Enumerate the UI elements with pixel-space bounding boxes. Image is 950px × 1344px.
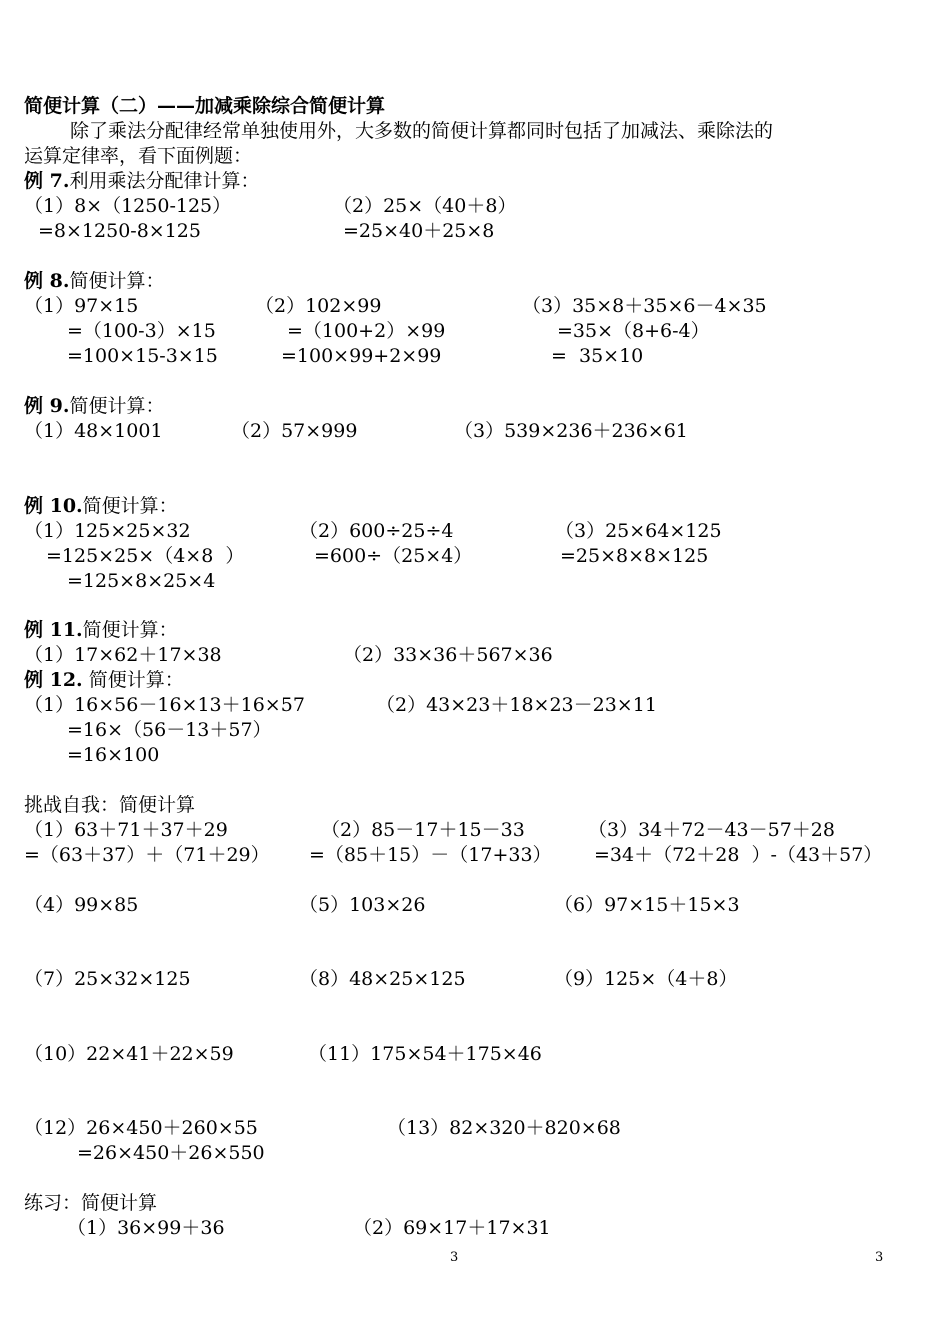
intro-line-1: 除了乘法分配律经常单独使用外，大多数的简便计算都同时包括了加减法、乘除法的: [70, 120, 774, 142]
practice-heading: 练习：简便计算: [24, 1192, 158, 1214]
example-10-heading: [24, 494, 178, 518]
practice-question-2: （2）69×17＋17×31: [353, 1217, 551, 1239]
example-9-heading: [24, 394, 164, 418]
example-8-problem-1-step-2: =100×15-3×15: [67, 345, 218, 367]
challenge-question-2: （2）85－17＋15－33: [321, 819, 525, 841]
example-11-title: 简便计算：: [82, 619, 178, 641]
example-7-problem-2-step-1: =25×40＋25×8: [343, 220, 495, 242]
challenge-question-11: （11）175×54＋175×46: [308, 1043, 542, 1065]
example-11-heading: [24, 618, 178, 642]
example-12-problem-1: （1）16×56－16×13＋16×57: [24, 694, 305, 716]
example-8-problem-2: （2）102×99: [255, 295, 382, 317]
page-title: 简便计算（二）——加减乘除综合简便计算: [24, 95, 386, 117]
challenge-question-12-step-1: =26×450＋26×550: [77, 1142, 265, 1164]
challenge-question-3: （3）34＋72－43－57＋28: [588, 819, 835, 841]
example-7-problem-1-step-1: =8×1250-8×125: [38, 220, 201, 242]
example-9-title: 简便计算：: [69, 395, 165, 417]
challenge-heading: 挑战自我：简便计算: [24, 794, 196, 816]
example-9-problem-3: （3）539×236＋236×61: [454, 420, 688, 442]
challenge-question-9: （9）125×（4＋8）: [554, 968, 738, 990]
example-12-title: 简便计算：: [82, 669, 184, 691]
example-12-label: 例 12.: [24, 669, 83, 691]
example-10-problem-3: （3）25×64×125: [555, 520, 722, 542]
example-8-problem-1: （1）97×15: [24, 295, 139, 317]
example-10-title: 简便计算：: [82, 495, 178, 517]
challenge-question-12: （12）26×450＋260×55: [24, 1117, 258, 1139]
example-7-problem-2: （2）25×（40＋8）: [333, 195, 517, 217]
example-8-heading: [24, 269, 164, 293]
example-8-title: 简便计算：: [69, 270, 165, 292]
challenge-question-1: （1）63＋71＋37＋29: [24, 819, 228, 841]
example-7-heading: [24, 169, 259, 193]
challenge-question-8: （8）48×25×125: [299, 968, 466, 990]
example-11-problem-2: （2）33×36＋567×36: [343, 644, 553, 666]
challenge-question-4: （4）99×85: [24, 894, 139, 916]
challenge-question-10: （10）22×41＋22×59: [24, 1043, 234, 1065]
challenge-question-5: （5）103×26: [299, 894, 426, 916]
challenge-question-1-step-1: =（63＋37）＋（71＋29）: [24, 844, 270, 866]
challenge-question-6: （6）97×15＋15×3: [554, 894, 740, 916]
example-10-problem-1-step-2: =125×8×25×4: [67, 570, 216, 592]
example-10-problem-2-step-1: =600÷（25×4）: [314, 545, 473, 567]
example-11-label: 例 11.: [24, 619, 83, 641]
example-7-problem-1: （1）8×（1250-125）: [24, 195, 232, 217]
example-8-problem-1-step-1: =（100-3）×15: [67, 320, 216, 342]
practice-question-1: （1）36×99＋36: [67, 1217, 225, 1239]
example-11-problem-1: （1）17×62＋17×38: [24, 644, 222, 666]
challenge-question-7: （7）25×32×125: [24, 968, 191, 990]
example-7-label: 例 7.: [24, 170, 70, 192]
intro-line-2: 运算定律率，看下面例题：: [24, 145, 253, 167]
example-9-problem-2: （2）57×999: [231, 420, 358, 442]
example-10-problem-1-step-1: =125×25×（4×8 ）: [46, 545, 245, 567]
example-8-problem-3-step-1: =35×（8+6-4）: [557, 320, 710, 342]
example-10-label: 例 10.: [24, 495, 83, 517]
example-12-problem-1-step-1: =16×（56－13＋57）: [67, 719, 272, 741]
page-number-center: 3: [450, 1250, 459, 1265]
example-8-label: 例 8.: [24, 270, 70, 292]
example-10-problem-3-step-1: =25×8×8×125: [560, 545, 709, 567]
page-number-right: 3: [875, 1250, 884, 1265]
example-8-problem-2-step-2: =100×99+2×99: [281, 345, 442, 367]
example-8-problem-3: （3）35×8＋35×6－4×35: [522, 295, 767, 317]
example-10-problem-2: （2）600÷25÷4: [299, 520, 454, 542]
challenge-question-13: （13）82×320＋820×68: [387, 1117, 621, 1139]
example-8-problem-3-step-2: = 35×10: [551, 345, 644, 367]
challenge-question-3-step-1: =34＋（72＋28 ）-（43＋57）: [594, 844, 883, 866]
example-12-problem-2: （2）43×23＋18×23－23×11: [376, 694, 657, 716]
challenge-question-2-step-1: =（85＋15）－（17+33）: [309, 844, 552, 866]
example-8-problem-2-step-1: =（100+2）×99: [287, 320, 446, 342]
example-12-heading: [24, 668, 184, 692]
example-9-problem-1: （1）48×1001: [24, 420, 163, 442]
example-12-problem-1-step-2: =16×100: [67, 744, 160, 766]
example-10-problem-1: （1）125×25×32: [24, 520, 191, 542]
example-7-title: 利用乘法分配律计算：: [69, 170, 260, 192]
example-9-label: 例 9.: [24, 395, 70, 417]
